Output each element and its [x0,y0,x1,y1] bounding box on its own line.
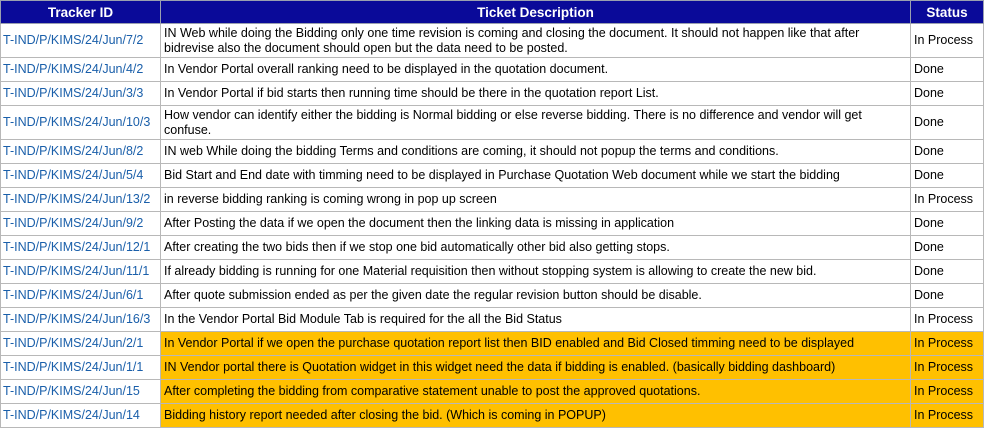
tracker-id-cell: T-IND/P/KIMS/24/Jun/1/1 [1,356,161,380]
table-row [1,356,984,380]
tracker-id-cell: T-IND/P/KIMS/24/Jun/9/2 [1,212,161,236]
status-cell: Done [911,82,984,106]
status-cell: In Process [911,356,984,380]
status-cell: Done [911,284,984,308]
description-cell: If already bidding is running for one Material requisition then without stopping system is allowing to create the new bid. [161,260,911,284]
table-row [1,164,984,188]
tracker-id-cell: T-IND/P/KIMS/24/Jun/13/2 [1,188,161,212]
status-cell: Done [911,260,984,284]
status-cell: Done [911,164,984,188]
description-cell: IN Vendor portal there is Quotation widget in this widget need the data if bidding is enabled. (basically bidding dashboard) [161,356,911,380]
table-row [1,212,984,236]
table-row [1,332,984,356]
table-row [1,236,984,260]
tracker-id-cell: T-IND/P/KIMS/24/Jun/4/2 [1,58,161,82]
tracker-id-cell: T-IND/P/KIMS/24/Jun/8/2 [1,140,161,164]
table-row [1,308,984,332]
header-status: Status [911,1,984,24]
tracker-id-cell: T-IND/P/KIMS/24/Jun/15 [1,380,161,404]
status-cell: In Process [911,332,984,356]
description-cell: How vendor can identify either the bidding is Normal bidding or else reverse bidding. There is no difference and vendor will get confuse. [161,106,911,140]
tracker-id-cell: T-IND/P/KIMS/24/Jun/5/4 [1,164,161,188]
table-body [1,24,984,428]
description-cell: in reverse bidding ranking is coming wrong in pop up screen [161,188,911,212]
status-cell: In Process [911,404,984,428]
tracker-id-cell: T-IND/P/KIMS/24/Jun/3/3 [1,82,161,106]
status-cell: Done [911,212,984,236]
table-row [1,24,984,58]
table-row [1,284,984,308]
status-cell: Done [911,140,984,164]
description-cell: Bidding history report needed after closing the bid. (Which is coming in POPUP) [161,404,911,428]
description-cell: After quote submission ended as per the given date the regular revision button should be disable. [161,284,911,308]
description-cell: In Vendor Portal overall ranking need to be displayed in the quotation document. [161,58,911,82]
status-cell: In Process [911,24,984,58]
description-cell: In Vendor Portal if bid starts then running time should be there in the quotation report List. [161,82,911,106]
table-row [1,188,984,212]
table-row [1,140,984,164]
tracker-id-cell: T-IND/P/KIMS/24/Jun/7/2 [1,24,161,58]
table-row [1,106,984,140]
tracker-id-cell: T-IND/P/KIMS/24/Jun/10/3 [1,106,161,140]
header-row [1,1,984,24]
table-row [1,380,984,404]
tracker-id-cell: T-IND/P/KIMS/24/Jun/12/1 [1,236,161,260]
description-cell: In Vendor Portal if we open the purchase quotation report list then BID enabled and Bid Closed timming need to be displayed [161,332,911,356]
header-ticket-description: Ticket Description [161,1,911,24]
table-row [1,260,984,284]
tracker-id-cell: T-IND/P/KIMS/24/Jun/16/3 [1,308,161,332]
tracker-id-cell: T-IND/P/KIMS/24/Jun/2/1 [1,332,161,356]
description-cell: After Posting the data if we open the document then the linking data is missing in application [161,212,911,236]
description-cell: Bid Start and End date with timming need to be displayed in Purchase Quotation Web document while we start the bidding [161,164,911,188]
status-cell: Done [911,236,984,260]
status-cell: Done [911,58,984,82]
status-cell: In Process [911,188,984,212]
description-cell: IN Web while doing the Bidding only one time revision is coming and closing the document. It should not happen like that after bidrevise also the document should open but the data need to be posted. [161,24,911,58]
description-cell: After creating the two bids then if we stop one bid automatically other bid also getting stops. [161,236,911,260]
table-row [1,404,984,428]
status-cell: In Process [911,308,984,332]
table-row [1,82,984,106]
status-cell: In Process [911,380,984,404]
description-cell: After completing the bidding from comparative statement unable to post the approved quotations. [161,380,911,404]
status-cell: Done [911,106,984,140]
table-header [1,1,984,24]
description-cell: In the Vendor Portal Bid Module Tab is required for the all the Bid Status [161,308,911,332]
tracker-id-cell: T-IND/P/KIMS/24/Jun/11/1 [1,260,161,284]
table-row [1,58,984,82]
tracker-id-cell: T-IND/P/KIMS/24/Jun/14 [1,404,161,428]
description-cell: IN web While doing the bidding Terms and conditions are coming, it should not popup the terms and conditions. [161,140,911,164]
tracker-id-cell: T-IND/P/KIMS/24/Jun/6/1 [1,284,161,308]
header-tracker-id: Tracker ID [1,1,161,24]
